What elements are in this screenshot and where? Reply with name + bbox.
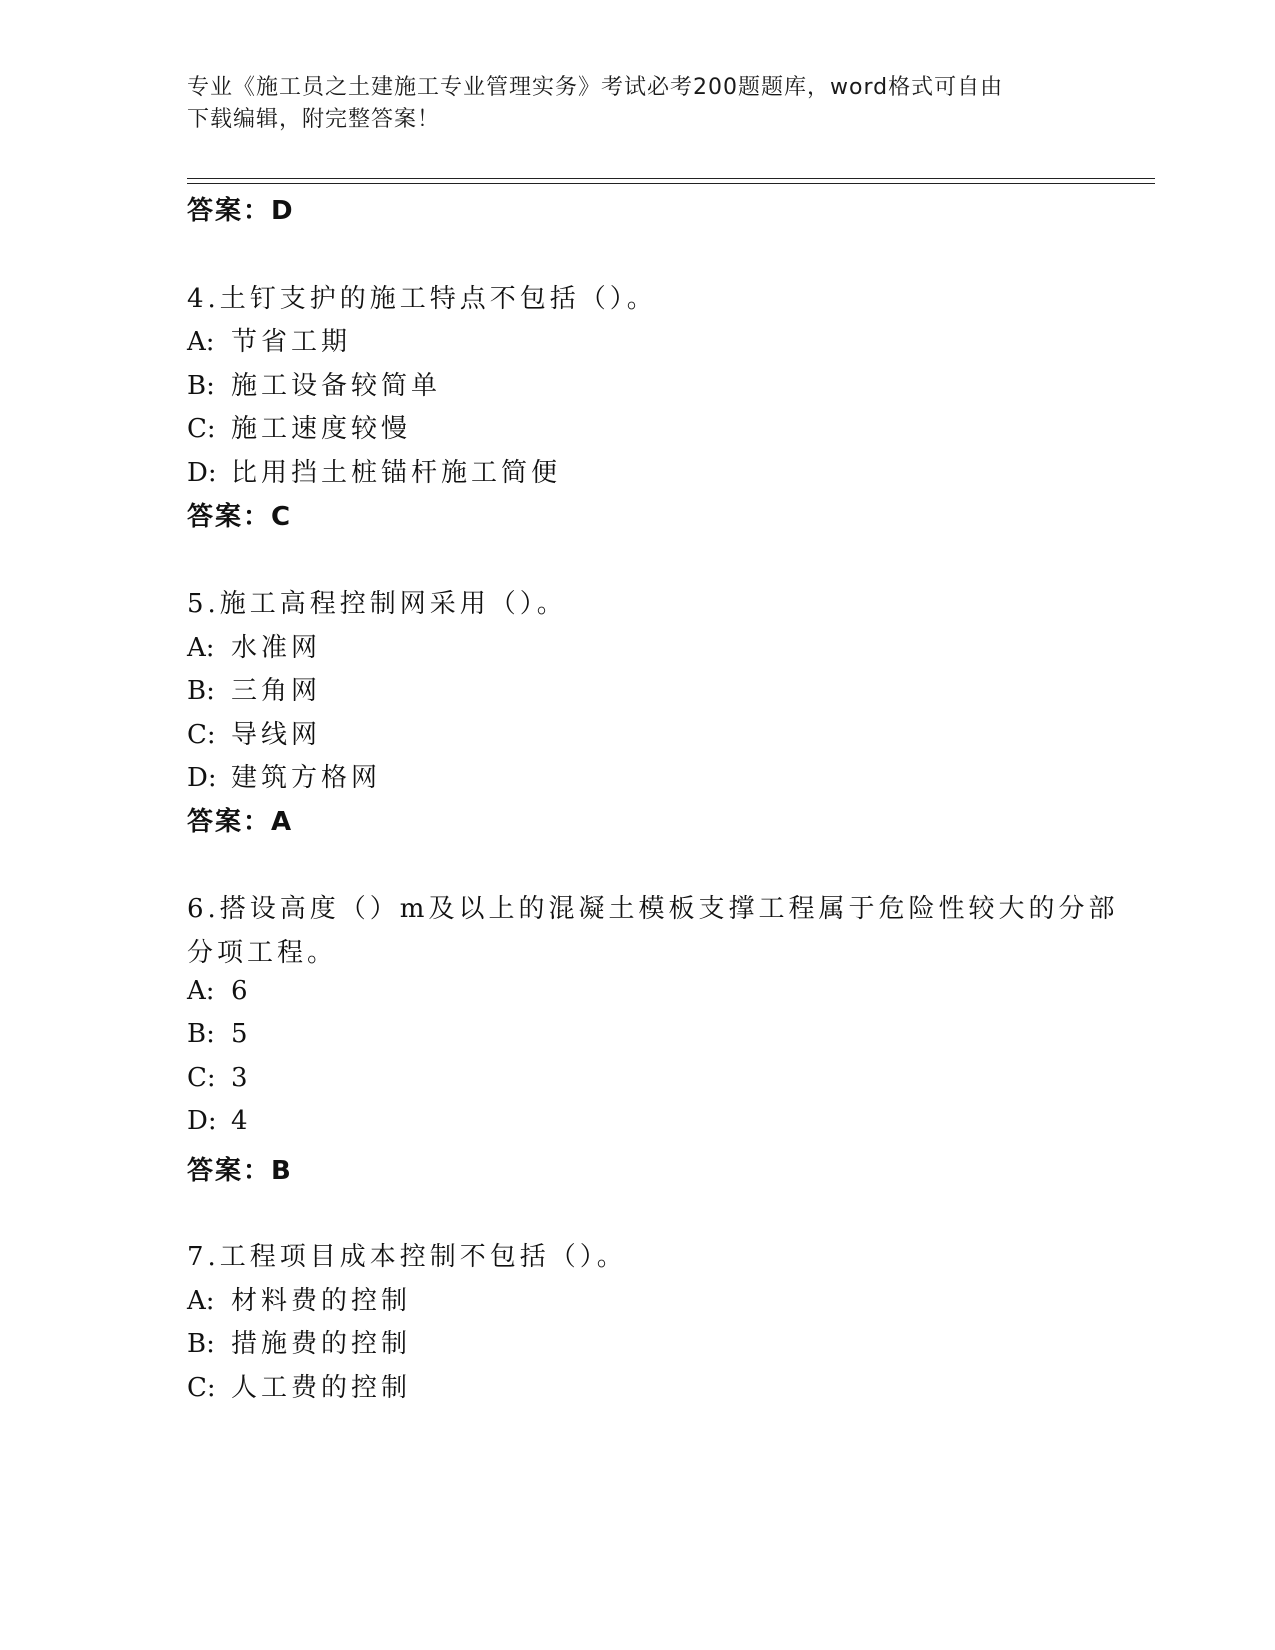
option-label: C:	[187, 720, 216, 750]
header-divider-bottom	[187, 183, 1155, 184]
question-4-option-b	[187, 365, 441, 402]
answer-previous: 答案：D	[187, 196, 295, 226]
question-7-stem: 7.工程项目成本控制不包括（）。	[187, 1242, 627, 1272]
question-4-option-a	[187, 321, 351, 358]
option-label: A:	[187, 633, 215, 663]
option-text: 比用挡土桩锚杆施工简便	[231, 458, 562, 488]
option-text: 三角网	[231, 676, 322, 706]
option-label: B:	[187, 1019, 215, 1049]
option-label: C:	[187, 1373, 216, 1403]
option-label: A:	[187, 327, 215, 357]
option-label: D:	[187, 1106, 217, 1136]
option-text: 导线网	[231, 720, 322, 750]
question-4-stem: 4.土钉支护的施工特点不包括（）。	[187, 284, 657, 314]
question-4-option-d	[187, 452, 561, 489]
question-6-option-d	[187, 1106, 252, 1136]
question-6-option-b	[187, 1019, 252, 1049]
option-text: 材料费的控制	[231, 1286, 412, 1316]
option-label: B:	[187, 676, 215, 706]
option-text: 4	[231, 1106, 252, 1136]
question-4-option-c	[187, 408, 411, 445]
option-text: 水准网	[231, 633, 322, 663]
option-text: 建筑方格网	[231, 763, 382, 793]
question-7-option-c	[187, 1367, 411, 1404]
option-text: 施工速度较慢	[231, 414, 412, 444]
question-6-stem-line-2: 分项工程。	[187, 938, 338, 968]
question-4-answer: 答案：C	[187, 502, 293, 532]
option-label: B:	[187, 1329, 215, 1359]
option-label: D:	[187, 763, 217, 793]
question-5-answer: 答案：A	[187, 807, 294, 837]
question-7-option-b	[187, 1323, 411, 1360]
option-label: C:	[187, 414, 216, 444]
option-label: B:	[187, 371, 215, 401]
option-text: 3	[231, 1063, 252, 1093]
question-6-option-c	[187, 1063, 252, 1093]
option-label: A:	[187, 1286, 215, 1316]
option-text: 人工费的控制	[231, 1373, 412, 1403]
option-label: A:	[187, 976, 215, 1006]
question-5-option-d	[187, 757, 381, 794]
question-6-option-a	[187, 976, 252, 1006]
question-5-option-b	[187, 670, 321, 707]
header-line-2: 下载编辑，附完整答案！	[187, 107, 441, 132]
question-5-stem: 5.施工高程控制网采用（）。	[187, 589, 567, 619]
header-divider-top	[187, 178, 1155, 179]
question-6-answer: 答案：B	[187, 1156, 293, 1186]
question-5-option-c	[187, 714, 321, 751]
question-7-option-a	[187, 1280, 411, 1317]
option-text: 措施费的控制	[231, 1329, 412, 1359]
option-text: 6	[231, 976, 252, 1006]
question-6-stem-line-1: 6.搭设高度（）m及以上的混凝土模板支撑工程属于危险性较大的分部	[187, 894, 1119, 924]
option-text: 施工设备较简单	[231, 371, 442, 401]
option-text: 5	[231, 1019, 252, 1049]
header-line-1: 专业《施工员之土建施工专业管理实务》考试必考200题题库，word格式可自由	[187, 75, 1004, 100]
option-label: D:	[187, 458, 217, 488]
option-text: 节省工期	[231, 327, 352, 357]
question-5-option-a	[187, 627, 321, 664]
document-header	[187, 72, 1067, 136]
option-label: C:	[187, 1063, 216, 1093]
